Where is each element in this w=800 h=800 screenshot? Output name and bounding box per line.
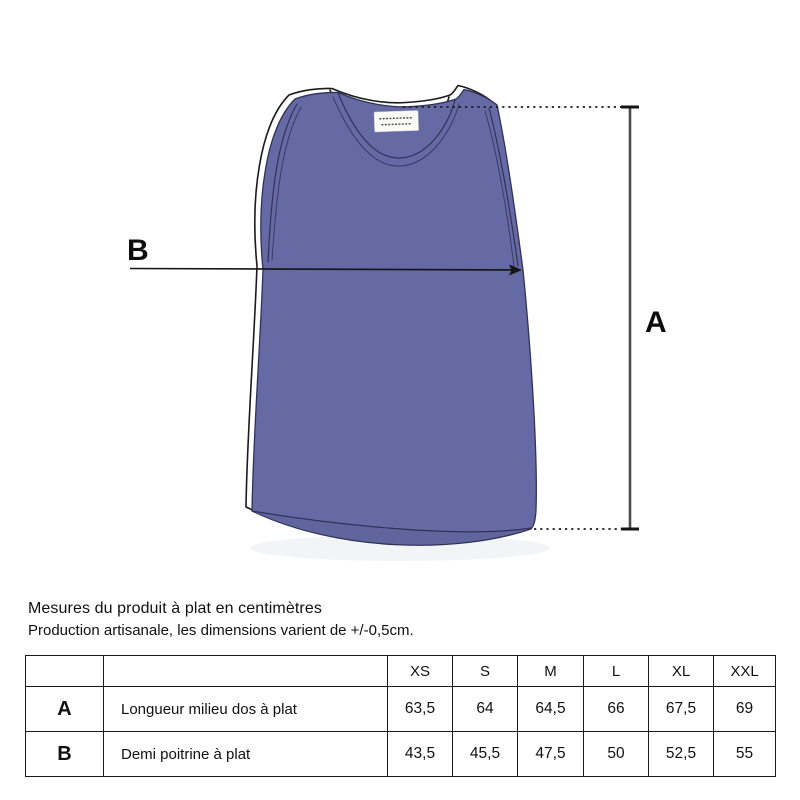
value-a-l: 66 — [584, 687, 649, 732]
size-header-s: S — [453, 656, 518, 687]
size-header-xl: XL — [649, 656, 714, 687]
size-header-l: L — [584, 656, 649, 687]
value-a-xs: 63,5 — [388, 687, 453, 732]
value-a-m: 64,5 — [518, 687, 584, 732]
value-b-xxl: 55 — [714, 732, 776, 777]
measurement-label-b: B — [127, 234, 149, 267]
row-label-b: Demi poitrine à plat — [104, 732, 388, 777]
row-label-a: Longueur milieu dos à plat — [104, 687, 388, 732]
row-key-b: B — [26, 732, 104, 777]
value-a-xl: 67,5 — [649, 687, 714, 732]
value-a-s: 64 — [453, 687, 518, 732]
value-b-xs: 43,5 — [388, 732, 453, 777]
corner-cell — [26, 656, 104, 687]
table-header-row — [26, 656, 776, 687]
notes — [28, 599, 414, 641]
label-header-cell — [104, 656, 388, 687]
value-a-xxl: 69 — [714, 687, 776, 732]
value-b-s: 45,5 — [453, 732, 518, 777]
table-row — [26, 687, 776, 732]
size-header-xxl: XXL — [714, 656, 776, 687]
notes-subtitle: Production artisanale, les dimensions varient de +/-0,5cm. — [28, 622, 414, 639]
size-header-xs: XS — [388, 656, 453, 687]
table-row — [26, 732, 776, 777]
size-header-m: M — [518, 656, 584, 687]
row-key-a: A — [26, 687, 104, 732]
value-b-m: 47,5 — [518, 732, 584, 777]
value-b-l: 50 — [584, 732, 649, 777]
measurement-table — [25, 655, 776, 777]
measurement-label-a: A — [645, 306, 667, 339]
care-label-icon — [374, 110, 419, 132]
value-b-xl: 52,5 — [649, 732, 714, 777]
notes-title: Mesures du produit à plat en centimètres — [28, 600, 322, 617]
